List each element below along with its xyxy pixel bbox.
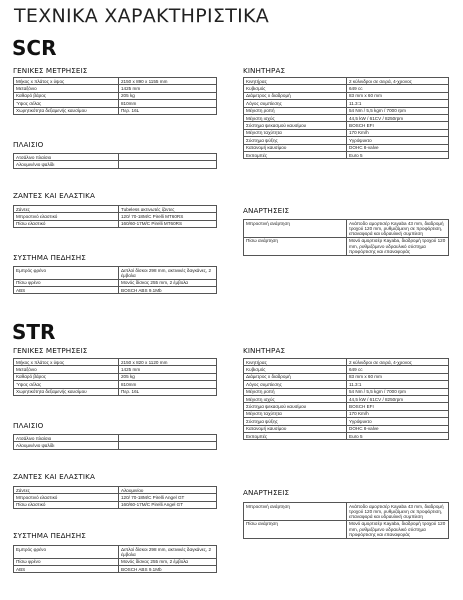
table-row — [244, 425, 449, 432]
spec-table-brakes — [13, 266, 217, 294]
spec-key: Μεταξόνιο — [14, 366, 119, 373]
model-title: STR — [12, 320, 56, 344]
spec-key: Καθαρό βάρος — [14, 92, 119, 99]
spec-key: Πίσω ελαστικό — [14, 220, 119, 227]
spec-key: Μήκος x πλάτος x ύψος — [14, 78, 119, 85]
table-row — [244, 395, 449, 402]
table-row — [244, 410, 449, 417]
table-row — [244, 122, 449, 129]
spec-value: 54 Nm / 5,5 kgm / 7000 rpm — [347, 388, 449, 395]
spec-key: Σύστημα ψύξης — [244, 418, 347, 425]
spec-value: 160/60-17M/C Pirelli Angel GT — [119, 501, 217, 508]
spec-value: 170 Km/h — [347, 410, 449, 417]
spec-value: Euro 5 — [347, 151, 449, 158]
table-row — [14, 78, 217, 85]
table-row — [244, 381, 449, 388]
spec-key: Πίσω ανάρτηση — [244, 520, 347, 538]
spec-value: Περ. 16L — [119, 388, 217, 395]
spec-value: Υγρόψυκτο — [347, 418, 449, 425]
spec-key: Ζάντες — [14, 206, 119, 213]
spec-key: Μπροστινή ανάρτηση — [244, 503, 347, 521]
spec-key: Μπροστινή ανάρτηση — [244, 220, 347, 238]
table-row — [244, 144, 449, 151]
spec-key: Καθαρό βάρος — [14, 373, 119, 380]
spec-value: 160/60-17M/C Pirelli MT60RS — [119, 220, 217, 227]
table-row — [14, 546, 217, 559]
table-row — [244, 137, 449, 144]
spec-key: Πίσω φρένο — [14, 558, 119, 565]
section-heading-chassis: ΠΛΑΙΣΙΟ — [13, 140, 44, 149]
spec-key: Ζάντες — [14, 487, 119, 494]
spec-key: Εμπρός φρένο — [14, 546, 119, 559]
spec-value — [119, 442, 217, 449]
spec-key: Εκπομπές — [244, 151, 347, 158]
spec-key: Μήκος x πλάτος x ύψος — [14, 359, 119, 366]
spec-key: Μεταξόνιο — [14, 85, 119, 92]
table-row — [14, 501, 217, 508]
table-row — [244, 129, 449, 136]
spec-key: Μέγιστη ισχύς — [244, 114, 347, 121]
table-row — [14, 487, 217, 494]
table-row — [244, 366, 449, 373]
spec-value: Μονό αμορτισέρ Kayaba, διαδρομή τροχού 120 mm, ρυθμιζόμενο υδραυλικό σύστημα προφόρτισης και επαναφοράς — [347, 237, 449, 255]
table-row — [244, 100, 449, 107]
section-heading-general: ΓΕΝΙΚΕΣ ΜΕΤΡΗΣΕΙΣ — [13, 346, 88, 355]
spec-value: Περ. 16L — [119, 107, 217, 114]
table-row — [14, 366, 217, 373]
spec-key: Μπροστινό ελαστικό — [14, 494, 119, 501]
spec-value: 2 κύλινδροι σε σειρά, 4-χρονος — [347, 78, 449, 85]
spec-value — [119, 435, 217, 442]
table-row — [14, 213, 217, 220]
section-heading-general: ΓΕΝΙΚΕΣ ΜΕΤΡΗΣΕΙΣ — [13, 66, 88, 75]
spec-value: 810mm — [119, 100, 217, 107]
section-heading-suspension: ΑΝΑΡΤΗΣΕΙΣ — [243, 206, 290, 215]
spec-table-suspension — [243, 219, 449, 256]
spec-value: Αλουμινίου — [119, 487, 217, 494]
table-row — [14, 435, 217, 442]
spec-key: Αλουμινένιο ψαλίδι — [14, 161, 119, 168]
spec-value: 810mm — [119, 381, 217, 388]
spec-value: DOHC 8-valve — [347, 144, 449, 151]
table-row — [244, 220, 449, 238]
table-row — [244, 114, 449, 121]
spec-table-brakes — [13, 545, 217, 573]
model-title: SCR — [12, 36, 57, 60]
spec-value: 83 mm x 60 mm — [347, 373, 449, 380]
spec-value: Υγρόψυκτο — [347, 137, 449, 144]
spec-table-engine — [243, 77, 449, 159]
spec-key: Κατανομή καυσίμου — [244, 425, 347, 432]
section-heading-suspension: ΑΝΑΡΤΗΣΕΙΣ — [243, 488, 290, 497]
spec-key: Σύστημα ψύξης — [244, 137, 347, 144]
spec-value: 649 cc — [347, 366, 449, 373]
spec-value: 83 mm x 60 mm — [347, 92, 449, 99]
table-row — [244, 503, 449, 521]
spec-key: Πίσω φρένο — [14, 279, 119, 286]
table-row — [244, 107, 449, 114]
table-row — [244, 78, 449, 85]
spec-table-general — [13, 358, 217, 396]
spec-key: Χωρητικότητα δεξαμενής καυσίμου — [14, 107, 119, 114]
section-heading-engine: ΚΙΝΗΤΗΡΑΣ — [243, 66, 286, 75]
table-row — [14, 373, 217, 380]
spec-table-engine — [243, 358, 449, 440]
spec-key: Κυβισμός — [244, 85, 347, 92]
table-row — [14, 220, 217, 227]
spec-table-general — [13, 77, 217, 115]
spec-value: BOSCH ABS 9.1Mb — [119, 565, 217, 572]
table-row — [14, 388, 217, 395]
table-row — [244, 520, 449, 538]
spec-table-wheels — [13, 205, 217, 228]
spec-key: Λόγος συμπίεσης — [244, 381, 347, 388]
spec-value: 44,5 kW / 61CV / 8250rpm — [347, 114, 449, 121]
spec-key: Μέγιστη ισχύς — [244, 395, 347, 402]
spec-value — [119, 161, 217, 168]
table-row — [14, 206, 217, 213]
spec-value: 44,5 kW / 61CV / 8250rpm — [347, 395, 449, 402]
spec-value: 205 kg — [119, 92, 217, 99]
spec-key: Ύψος σέλας — [14, 381, 119, 388]
table-row — [244, 359, 449, 366]
spec-value: 649 cc — [347, 85, 449, 92]
spec-value: 2150 x 820 x 1120 mm — [119, 359, 217, 366]
spec-value: Euro 5 — [347, 432, 449, 439]
table-row — [14, 267, 217, 280]
spec-key: Κατανομή καυσίμου — [244, 144, 347, 151]
table-row — [244, 237, 449, 255]
spec-value: Διπλοί δίσκοι 298 mm, ακτινικές δαγκάνες, 2 έμβολα — [119, 267, 217, 280]
spec-key: Μέγιστη ροπή — [244, 388, 347, 395]
spec-table-chassis — [13, 434, 217, 450]
table-row — [244, 85, 449, 92]
table-row — [14, 359, 217, 366]
table-row — [14, 381, 217, 388]
section-heading-engine: ΚΙΝΗΤΗΡΑΣ — [243, 346, 286, 355]
spec-key: Διάμετρος x διαδρομή — [244, 92, 347, 99]
spec-key: Κινητήρας — [244, 359, 347, 366]
spec-key: ABS — [14, 286, 119, 293]
table-row — [14, 286, 217, 293]
table-row — [14, 558, 217, 565]
table-row — [14, 154, 217, 161]
table-row — [14, 107, 217, 114]
spec-value: 120/ 70-18M/C Pirelli Angel GT — [119, 494, 217, 501]
spec-key: Χωρητικότητα δεξαμενής καυσίμου — [14, 388, 119, 395]
spec-value: 2150 x 890 x 1155 mm — [119, 78, 217, 85]
spec-key: Μέγιστη ταχύτητα — [244, 410, 347, 417]
spec-key: Κινητήρας — [244, 78, 347, 85]
spec-value: 2 κύλινδροι σε σειρά, 4-χρονος — [347, 359, 449, 366]
spec-key: Σύστημα ψεκασμού καυσίμου — [244, 122, 347, 129]
spec-value: BOSCH EFI — [347, 122, 449, 129]
section-heading-wheels: ΖΑΝΤΕΣ ΚΑΙ ΕΛΑΣΤΙΚΑ — [13, 191, 95, 200]
spec-value: 1425 mm — [119, 366, 217, 373]
spec-key: Μπροστινό ελαστικό — [14, 213, 119, 220]
table-row — [14, 494, 217, 501]
table-row — [244, 388, 449, 395]
spec-value: Ανάποδο αμορτισέρ Kayaba 43 mm, διαδρομή τροχού 120 mm, ρυθμιζόμενη σε προφόρτιση, επαναφορά και υδραυλική συμπίεση — [347, 220, 449, 238]
spec-key: Εκπομπές — [244, 432, 347, 439]
section-heading-brakes: ΣΥΣΤΗΜΑ ΠΕΔΗΣΗΣ — [13, 253, 86, 262]
spec-value: BOSCH ABS 9.1Mb — [119, 286, 217, 293]
spec-value: Μονό αμορτισέρ Kayaba, διαδρομή τροχού 120 mm, ρυθμιζόμενο υδραυλικό σύστημα προφόρτισης και επαναφοράς — [347, 520, 449, 538]
table-row — [244, 403, 449, 410]
section-heading-chassis: ΠΛΑΙΣΙΟ — [13, 421, 44, 430]
spec-key: Λόγος συμπίεσης — [244, 100, 347, 107]
spec-value: 1425 mm — [119, 85, 217, 92]
spec-table-wheels — [13, 486, 217, 509]
spec-table-suspension — [243, 502, 449, 539]
table-row — [14, 442, 217, 449]
spec-value: Ανάποδο αμορτισέρ Kayaba 43 mm, διαδρομή τροχού 120 mm, ρυθμιζόμενη σε προφόρτιση, επαναφορά και υδραυλική συμπίεση — [347, 503, 449, 521]
table-row — [244, 373, 449, 380]
page-title: ΤΕΧΝΙΚΑ ΧΑΡΑΚΤΗΡΙΣΤΙΚΑ — [14, 5, 270, 27]
spec-value: 120/ 70-18M/C Pirelli MT60RS — [119, 213, 217, 220]
table-row — [14, 92, 217, 99]
spec-key: Σύστημα ψεκασμού καυσίμου — [244, 403, 347, 410]
table-row — [244, 418, 449, 425]
spec-key: Διάμετρος x διαδρομή — [244, 373, 347, 380]
spec-key: Αλουμινένιο ψαλίδι — [14, 442, 119, 449]
spec-key: Ύψος σέλας — [14, 100, 119, 107]
spec-key: Ατσάλινο πλαίσιο — [14, 154, 119, 161]
spec-value: 11.3:1 — [347, 100, 449, 107]
spec-value: Διπλοί δίσκοι 298 mm, ακτινικές δαγκάνες, 2 έμβολα — [119, 546, 217, 559]
table-row — [244, 432, 449, 439]
table-row — [14, 565, 217, 572]
table-row — [244, 151, 449, 158]
section-heading-wheels: ΖΑΝΤΕΣ ΚΑΙ ΕΛΑΣΤΙΚΑ — [13, 472, 95, 481]
spec-key: Πίσω ανάρτηση — [244, 237, 347, 255]
table-row — [244, 92, 449, 99]
spec-value: 170 Km/h — [347, 129, 449, 136]
spec-value — [119, 154, 217, 161]
spec-value: 205 kg — [119, 373, 217, 380]
spec-key: Εμπρός φρένο — [14, 267, 119, 280]
spec-value: BOSCH EFI — [347, 403, 449, 410]
spec-key: Μέγιστη ροπή — [244, 107, 347, 114]
table-row — [14, 161, 217, 168]
spec-value: Μονός δίσκος 255 mm, 2 έμβολα — [119, 558, 217, 565]
spec-key: Ατσάλινο πλαίσιο — [14, 435, 119, 442]
spec-value: 11.3:1 — [347, 381, 449, 388]
spec-key: ABS — [14, 565, 119, 572]
spec-value: Μονός δίσκος 255 mm, 2 έμβολα — [119, 279, 217, 286]
spec-key: Μέγιστη ταχύτητα — [244, 129, 347, 136]
spec-key: Κυβισμός — [244, 366, 347, 373]
table-row — [14, 85, 217, 92]
section-heading-brakes: ΣΥΣΤΗΜΑ ΠΕΔΗΣΗΣ — [13, 531, 86, 540]
spec-table-chassis — [13, 153, 217, 169]
table-row — [14, 279, 217, 286]
spec-value: 54 Nm / 5,5 kgm / 7000 rpm — [347, 107, 449, 114]
spec-key: Πίσω ελαστικό — [14, 501, 119, 508]
spec-value: Tubeless ακτινωτές ζάντες — [119, 206, 217, 213]
table-row — [14, 100, 217, 107]
spec-value: DOHC 8-valve — [347, 425, 449, 432]
